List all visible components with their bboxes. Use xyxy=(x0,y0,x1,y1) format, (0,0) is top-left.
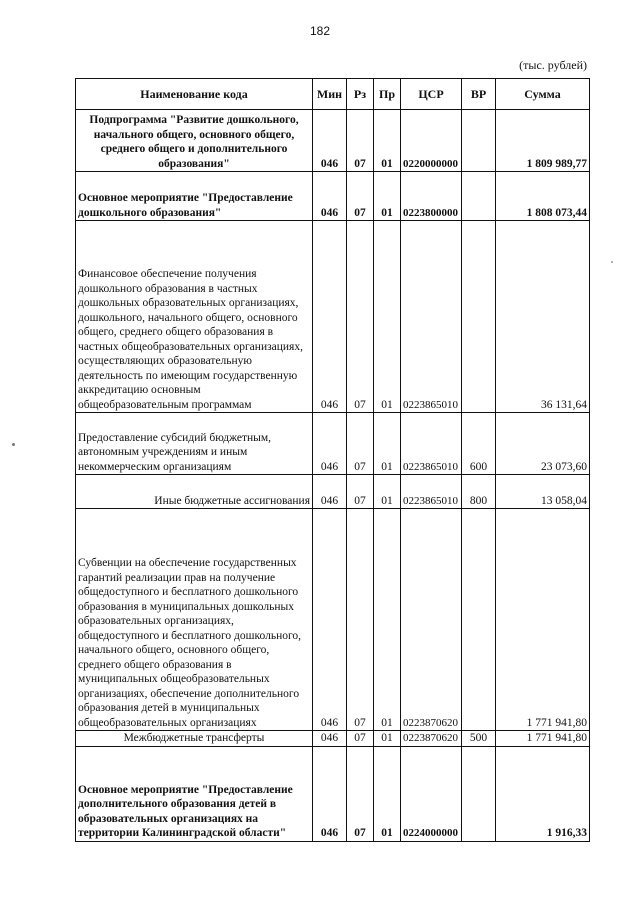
row-min: 046 xyxy=(313,172,347,221)
table-row xyxy=(76,110,590,172)
row-min: 046 xyxy=(313,413,347,475)
header-min: Мин xyxy=(313,79,347,110)
row-sum: 1 808 073,44 xyxy=(496,172,590,221)
row-rz: 07 xyxy=(347,110,374,172)
row-csr: 0223865010 xyxy=(401,221,462,413)
row-pr: 01 xyxy=(374,413,401,475)
row-name: Межбюджетные трансферты xyxy=(76,731,313,747)
header-name: Наименование кода xyxy=(76,79,313,110)
row-csr: 0223870620 xyxy=(401,731,462,747)
row-csr: 0223870620 xyxy=(401,509,462,731)
row-csr: 0220000000 xyxy=(401,110,462,172)
row-sum: 13 058,04 xyxy=(496,475,590,509)
row-vr xyxy=(462,509,496,731)
row-pr: 01 xyxy=(374,746,401,841)
row-rz: 07 xyxy=(347,221,374,413)
row-name: Основное мероприятие "Предоставление дошкольного образования" xyxy=(76,172,313,221)
row-rz: 07 xyxy=(347,475,374,509)
table-row xyxy=(76,221,590,413)
row-sum: 1 916,33 xyxy=(496,746,590,841)
row-vr: 500 xyxy=(462,731,496,747)
row-rz: 07 xyxy=(347,731,374,747)
table-row xyxy=(76,731,590,747)
header-vr: ВР xyxy=(462,79,496,110)
row-rz: 07 xyxy=(347,509,374,731)
row-vr: 800 xyxy=(462,475,496,509)
table-row xyxy=(76,172,590,221)
row-min: 046 xyxy=(313,110,347,172)
row-min: 046 xyxy=(313,746,347,841)
row-pr: 01 xyxy=(374,731,401,747)
row-min: 046 xyxy=(313,731,347,747)
row-name: Предоставление субсидий бюджетным, автономным учреждениям и иным некоммерческим организациям xyxy=(76,413,313,475)
row-vr xyxy=(462,110,496,172)
row-min: 046 xyxy=(313,475,347,509)
row-vr xyxy=(462,746,496,841)
row-pr: 01 xyxy=(374,172,401,221)
row-pr: 01 xyxy=(374,221,401,413)
row-name: Иные бюджетные ассигнования xyxy=(76,475,313,509)
row-sum: 23 073,60 xyxy=(496,413,590,475)
row-vr xyxy=(462,172,496,221)
row-sum: 1 771 941,80 xyxy=(496,509,590,731)
row-csr: 0223865010 xyxy=(401,413,462,475)
header-pr: Пр xyxy=(374,79,401,110)
header-row xyxy=(76,79,590,110)
row-min: 046 xyxy=(313,221,347,413)
units-label: (тыс. рублей) xyxy=(519,58,587,72)
row-name: Финансовое обеспечение получения дошкольного образования в частных дошкольных образовательных организациях, дошкольного, начального общего, основного общего, среднего общего образования в частных общеобразовательных организациях, осуществляющих образовательную деятельность по имеющим государственную аккредитацию основным общеобразовательным программам xyxy=(76,221,313,413)
row-rz: 07 xyxy=(347,746,374,841)
header-rz: Рз xyxy=(347,79,374,110)
budget-table xyxy=(75,78,590,842)
scan-mark xyxy=(12,443,15,446)
row-vr: 600 xyxy=(462,413,496,475)
page-number: 182 xyxy=(309,24,331,38)
scan-mark xyxy=(611,261,613,263)
row-sum: 1 809 989,77 xyxy=(496,110,590,172)
row-pr: 01 xyxy=(374,110,401,172)
row-sum: 1 771 941,80 xyxy=(496,731,590,747)
row-csr: 0224000000 xyxy=(401,746,462,841)
row-csr: 0223865010 xyxy=(401,475,462,509)
row-min: 046 xyxy=(313,509,347,731)
row-name: Субвенции на обеспечение государственных гарантий реализации прав на получение общедоступного и бесплатного дошкольного образования в муниципальных дошкольных образовательных организациях, общедоступного и бесплатного дошкольного, начального общего, основного общего, среднего общего образования в муниципальных общеобразовательных организациях, обеспечение дополнительного образования детей в муниципальных общеобразовательных организациях xyxy=(76,509,313,731)
row-pr: 01 xyxy=(374,475,401,509)
row-rz: 07 xyxy=(347,413,374,475)
row-pr: 01 xyxy=(374,509,401,731)
table-row xyxy=(76,746,590,841)
table-row xyxy=(76,413,590,475)
header-csr: ЦСР xyxy=(401,79,462,110)
row-name: Подпрограмма "Развитие дошкольного, начального общего, основного общего, среднего общего и дополнительного образования" xyxy=(76,110,313,172)
row-name: Основное мероприятие "Предоставление дополнительного образования детей в образовательных организациях на территории Калининградской области" xyxy=(76,746,313,841)
row-sum: 36 131,64 xyxy=(496,221,590,413)
table-row xyxy=(76,509,590,731)
row-rz: 07 xyxy=(347,172,374,221)
table-row xyxy=(76,475,590,509)
row-vr xyxy=(462,221,496,413)
row-csr: 0223800000 xyxy=(401,172,462,221)
header-sum: Сумма xyxy=(496,79,590,110)
